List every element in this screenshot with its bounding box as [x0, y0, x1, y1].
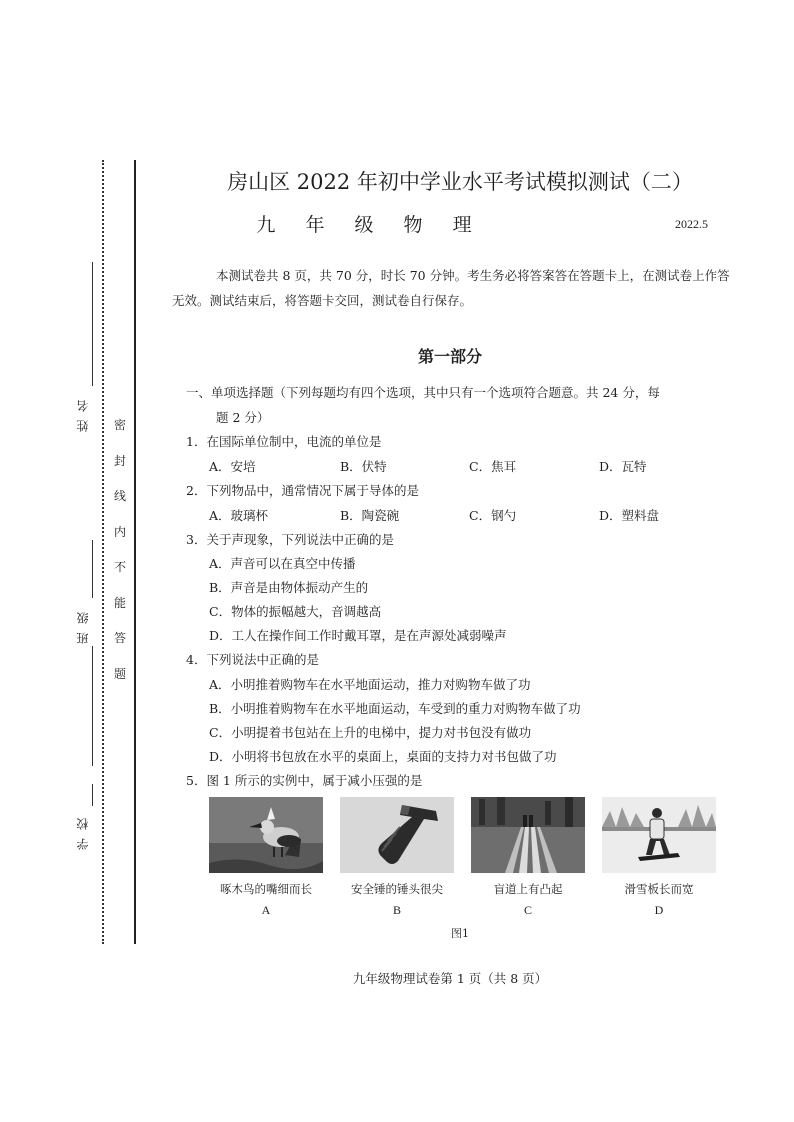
exam-date: 2022.5	[675, 217, 708, 231]
school-label: 学校	[76, 810, 90, 850]
question-stem: 4．下列说法中正确的是	[186, 652, 319, 667]
exam-instructions: 本测试卷共 8 页，共 70 分，时长 70 分钟。考生务必将答案答在答题卡上，在测试卷上作答无效。测试结束后，将答题卡交回，测试卷自行保存。	[172, 268, 730, 308]
option-a[interactable]: A．小明推着购物车在水平地面运动，推力对购物车做了功	[209, 677, 531, 692]
option-a[interactable]: A．玻璃杯	[209, 508, 269, 523]
safety-hammer-photo	[340, 797, 454, 873]
question-stem: 1．在国际单位制中，电流的单位是	[186, 434, 382, 449]
figure-caption: 安全锤的锤头很尖	[351, 882, 443, 896]
page-footer: 九年级物理试卷第 1 页（共 8 页）	[352, 971, 548, 986]
class-field-lower	[92, 646, 93, 766]
seal-char: 不	[113, 560, 126, 574]
seal-char: 能	[113, 595, 126, 610]
class-field-upper[interactable]	[92, 540, 93, 598]
tactile-paving-photo	[471, 797, 585, 873]
figure-letter: C	[523, 903, 532, 917]
dotted-binding-line	[102, 160, 104, 944]
figure-letter: A	[261, 903, 271, 917]
figure-label: 图1	[451, 927, 469, 940]
option-b[interactable]: B．伏特	[340, 459, 387, 474]
option-d[interactable]: D．工人在操作间工作时戴耳罩，是在声源处减弱噪声	[209, 628, 507, 643]
option-c[interactable]: C．物体的振幅越大，音调越高	[209, 604, 382, 619]
option-d[interactable]: D．塑料盘	[599, 508, 660, 523]
name-field[interactable]	[92, 262, 93, 386]
figure-caption: 滑雪板长而宽	[624, 882, 694, 896]
solid-binding-line	[134, 160, 136, 944]
class-label: 班级	[76, 604, 90, 644]
seal-char: 内	[113, 524, 126, 539]
part-title: 第一部分	[417, 347, 482, 366]
exam-title: 房山区 2022 年初中学业水平考试模拟测试（二）	[227, 170, 693, 194]
seal-char: 答	[113, 631, 126, 645]
section-heading-line1: 一、单项选择题（下列每题均有四个选项，其中只有一个选项符合题意。共 24 分，每	[186, 385, 660, 400]
school-field[interactable]	[92, 784, 93, 806]
option-b[interactable]: B．小明推着购物车在水平地面运动，车受到的重力对购物车做了功	[209, 701, 581, 716]
question-stem: 3．关于声现象，下列说法中正确的是	[186, 532, 394, 547]
option-c[interactable]: C．小明提着书包站在上升的电梯中，提力对书包没有做功	[209, 725, 532, 740]
seal-char: 题	[113, 666, 126, 681]
option-b[interactable]: B．陶瓷碗	[340, 508, 400, 523]
figure-caption: 啄木鸟的嘴细而长	[220, 882, 312, 896]
figure-caption: 盲道上有凸起	[493, 882, 563, 896]
name-label: 姓名	[76, 392, 90, 432]
option-c[interactable]: C．钢勺	[469, 508, 517, 523]
seal-char: 线	[113, 489, 126, 503]
option-c[interactable]: C．焦耳	[469, 459, 517, 474]
seal-char: 封	[113, 453, 126, 468]
woodpecker-photo	[209, 797, 323, 873]
option-d[interactable]: D．小明将书包放在水平的桌面上，桌面的支持力对书包做了功	[209, 749, 557, 764]
figure-letter: D	[654, 903, 664, 917]
option-a[interactable]: A．安培	[209, 459, 256, 474]
option-b[interactable]: B．声音是由物体振动产生的	[209, 580, 369, 595]
seal-warning	[112, 416, 128, 700]
question-stem: 2．下列物品中，通常情况下属于导体的是	[186, 483, 419, 498]
figure-letter: B	[392, 903, 401, 917]
option-a[interactable]: A．声音可以在真空中传播	[209, 556, 356, 571]
snowboarder-photo	[602, 797, 716, 873]
seal-char: 密	[113, 418, 126, 432]
exam-subtitle: 九 年 级 物 理	[256, 214, 484, 236]
question-stem: 5．图 1 所示的实例中，属于减小压强的是	[186, 773, 423, 788]
section-heading-line2: 题 2 分）	[216, 410, 270, 425]
option-d[interactable]: D．瓦特	[599, 459, 647, 474]
